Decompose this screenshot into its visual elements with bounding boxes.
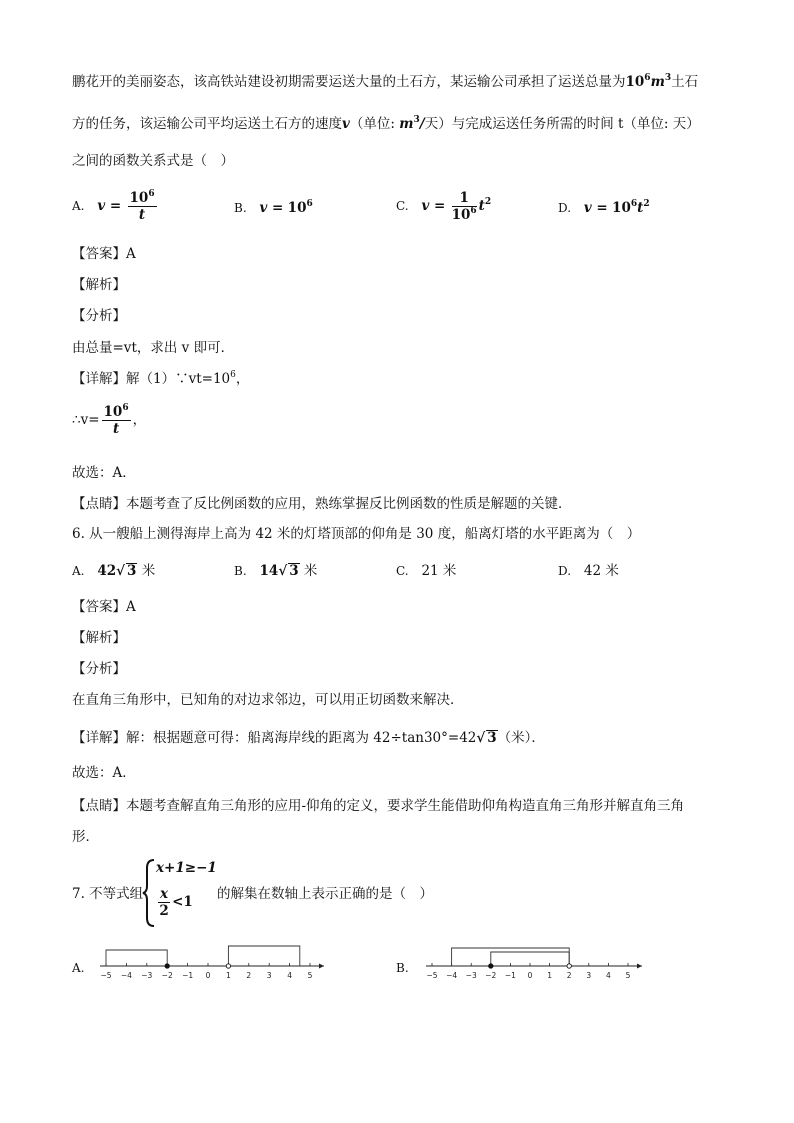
option-label: B. bbox=[234, 564, 247, 578]
q5-option-d[interactable] bbox=[558, 198, 650, 218]
fraction bbox=[128, 190, 157, 223]
axis-arrow-icon bbox=[319, 964, 324, 969]
q6-dianjing-cont: 形． bbox=[72, 829, 99, 845]
option-text: 21 米 bbox=[421, 563, 457, 579]
tick-label: −3 bbox=[141, 971, 153, 980]
q5-line2-b: （单位: bbox=[349, 116, 395, 132]
therefore-tail: ， bbox=[132, 412, 147, 428]
fraction bbox=[452, 190, 477, 223]
frac-num: x bbox=[160, 886, 169, 902]
q5-option-c[interactable] bbox=[396, 190, 491, 223]
closed-dot bbox=[489, 964, 493, 968]
option-coef: 14 bbox=[259, 563, 279, 579]
tick-label: −3 bbox=[465, 971, 477, 980]
q6-stem: 6. 从一艘船上测得海岸上高为 42 米的灯塔顶部的仰角是 30 度，船离灯塔的水平距离为（ ） bbox=[72, 526, 641, 542]
option-t-exp: 2 bbox=[484, 197, 492, 207]
q5-fenxi: 【分析】 bbox=[72, 308, 126, 324]
option-coef: 42 bbox=[97, 563, 117, 579]
q7-system bbox=[142, 858, 222, 928]
dianjing-text: 本题考查了反比例函数的应用，熟练掌握反比例函数的性质是解题的关键． bbox=[126, 496, 572, 512]
q5-fenxi-text: 由总量=vt，求出 v 即可． bbox=[72, 340, 235, 356]
q5-unit-exp: 3 bbox=[413, 115, 420, 125]
q5-unit-slash: / bbox=[419, 116, 425, 132]
q7-option-a-numberline[interactable] bbox=[94, 940, 334, 985]
q5-option-a[interactable] bbox=[72, 190, 159, 223]
xiangjie-tail: （米）． bbox=[497, 730, 545, 746]
option-lhs: v = bbox=[421, 198, 446, 214]
answer-tag: 【答案】 bbox=[72, 246, 126, 262]
frac-num: 10 bbox=[103, 404, 123, 420]
option-unit: 米 bbox=[303, 563, 318, 579]
option-rhs: 10 bbox=[612, 200, 631, 216]
ineq-1: x+1≥−1 bbox=[156, 860, 217, 876]
q5-line-1 bbox=[72, 72, 698, 92]
tick-label: 3 bbox=[586, 971, 592, 980]
answer-value: A bbox=[126, 599, 136, 615]
dianjing-text: 本题考查解直角三角形的应用-仰角的定义，要求学生能借助仰角构造直角三角形并解直角三角 bbox=[126, 798, 685, 814]
q7-option-a-label[interactable]: A. bbox=[72, 961, 85, 975]
q6-option-a[interactable]: A. 42√ 3 米 bbox=[72, 563, 156, 579]
q5-line2-a: 方的任务，该运输公司平均运送土石方的速度 bbox=[72, 116, 342, 132]
ineq-rel: <1 bbox=[172, 894, 193, 910]
option-label: D. bbox=[558, 564, 572, 578]
tick-label: −4 bbox=[120, 971, 132, 980]
frac-den: 2 bbox=[159, 903, 169, 919]
option-radicand: 3 bbox=[289, 563, 299, 579]
q5-therefore bbox=[72, 404, 146, 437]
q7-stem-post: 的解集在数轴上表示正确的是（ ） bbox=[217, 886, 433, 902]
option-label: A. bbox=[72, 199, 85, 213]
solution-ray bbox=[106, 950, 167, 966]
tick-label: −1 bbox=[182, 971, 194, 980]
tick-label: 1 bbox=[547, 971, 552, 980]
q5-line2-c: 天）与完成运送任务所需的时间 t（单位: 天） bbox=[424, 116, 700, 132]
option-label: B. bbox=[234, 201, 247, 215]
frac-num-exp: 6 bbox=[148, 189, 155, 199]
fraction bbox=[158, 886, 170, 919]
q6-fenxi: 【分析】 bbox=[72, 661, 126, 677]
ineq-2 bbox=[156, 886, 193, 919]
dianjing-tag: 【点睛】 bbox=[72, 798, 126, 814]
option-t: t bbox=[478, 198, 485, 214]
frac-den: 10 bbox=[451, 207, 471, 223]
option-label: C. bbox=[396, 564, 409, 578]
q6-fenxi-text: 在直角三角形中，已知角的对边求邻边，可以用正切函数来解决． bbox=[72, 692, 464, 708]
tick-label: 0 bbox=[527, 971, 533, 980]
q5-total-unit-exp: 3 bbox=[664, 73, 672, 83]
answer-tag: 【答案】 bbox=[72, 599, 126, 615]
q7-option-b-numberline[interactable] bbox=[420, 940, 650, 985]
option-radicand: 3 bbox=[127, 563, 137, 579]
q5-total-exp: 6 bbox=[644, 73, 651, 83]
q5-guxuan: 故选：A． bbox=[72, 465, 136, 481]
open-dot bbox=[226, 964, 230, 968]
solution-ray bbox=[228, 946, 299, 966]
option-rhs-exp: 6 bbox=[630, 199, 638, 209]
frac-den: t bbox=[138, 207, 146, 223]
q6-answer bbox=[72, 597, 136, 617]
tick-label: −2 bbox=[485, 971, 497, 980]
frac-den: t bbox=[112, 421, 120, 437]
q6-jiexi: 【解析】 bbox=[72, 630, 126, 646]
xiangjie-text: 解（1）∵vt=10 bbox=[126, 371, 231, 387]
brace-icon bbox=[142, 858, 156, 928]
q5-answer bbox=[72, 244, 136, 264]
q5-total-unit: m bbox=[650, 74, 665, 90]
tick-label: 4 bbox=[606, 971, 611, 980]
option-lhs: v = bbox=[97, 198, 122, 214]
q6-option-d[interactable] bbox=[558, 561, 619, 581]
q5-unit: m bbox=[399, 116, 414, 132]
option-text: 42 米 bbox=[583, 563, 619, 579]
tick-label: 2 bbox=[246, 971, 252, 980]
q5-dianjing bbox=[72, 494, 572, 514]
q5-option-b[interactable] bbox=[234, 198, 313, 218]
option-lhs: v = bbox=[583, 200, 608, 216]
option-lhs: v = bbox=[259, 200, 284, 216]
option-rhs-exp: 6 bbox=[306, 199, 313, 209]
q5-jiexi: 【解析】 bbox=[72, 277, 126, 293]
q6-xiangjie: 【详解】解：根据题意可得：船离海岸线的距离为 42÷tan30°=42√ 3（米）． bbox=[72, 730, 545, 746]
closed-dot bbox=[165, 964, 169, 968]
q7-stem-pre: 7. 不等式组 bbox=[72, 886, 144, 902]
q5-line1-text: 鹏花开的美丽姿态，该高铁站建设初期需要运送大量的土石方，某运输公司承担了运送总量为 bbox=[72, 74, 626, 90]
therefore-text: ∴v= bbox=[72, 412, 100, 428]
xiangjie-tag: 【详解】 bbox=[72, 371, 126, 387]
frac-num: 1 bbox=[452, 190, 477, 207]
tick-label: −5 bbox=[100, 971, 112, 980]
tick-label: 2 bbox=[566, 971, 572, 980]
fraction bbox=[102, 404, 131, 437]
q6-option-c[interactable] bbox=[396, 561, 456, 581]
option-label: A. bbox=[72, 564, 85, 578]
option-label: C. bbox=[396, 199, 409, 213]
xiangjie-exp: 6 bbox=[230, 370, 236, 380]
tick-label: 4 bbox=[287, 971, 292, 980]
q5-speed-var: v bbox=[342, 116, 350, 132]
option-rhs: 10 bbox=[287, 200, 307, 216]
option-unit: 米 bbox=[141, 563, 156, 579]
tick-label: 0 bbox=[205, 971, 211, 980]
frac-num-exp: 6 bbox=[122, 403, 129, 413]
frac-den-exp: 6 bbox=[470, 206, 477, 216]
tick-label: −2 bbox=[161, 971, 173, 980]
option-t-exp: 2 bbox=[643, 199, 650, 209]
tick-label: 3 bbox=[266, 971, 272, 980]
q5-line-2 bbox=[72, 114, 700, 134]
tick-label: 1 bbox=[226, 971, 231, 980]
q6-option-b[interactable]: B. 14√ 3 米 bbox=[234, 563, 318, 579]
tick-label: −4 bbox=[446, 971, 458, 980]
xiangjie-tag: 【详解】 bbox=[72, 730, 126, 746]
axis-arrow-icon bbox=[637, 964, 642, 969]
q5-line1-tail: 土石 bbox=[671, 74, 699, 90]
answer-value: A bbox=[126, 246, 136, 262]
q6-guxuan: 故选：A． bbox=[72, 765, 136, 781]
tick-label: 5 bbox=[307, 971, 313, 980]
q6-dianjing bbox=[72, 796, 684, 816]
option-label: D. bbox=[558, 201, 572, 215]
frac-num: 10 bbox=[129, 190, 149, 206]
xiangjie-tail: ， bbox=[235, 371, 250, 387]
q7-option-b-label[interactable]: B. bbox=[396, 961, 409, 975]
tick-label: −5 bbox=[426, 971, 438, 980]
q5-total-base: 10 bbox=[625, 74, 645, 90]
open-dot bbox=[567, 964, 571, 968]
dianjing-tag: 【点睛】 bbox=[72, 496, 126, 512]
option-t: t bbox=[637, 200, 644, 216]
q5-line-3: 之间的函数关系式是（ ） bbox=[72, 153, 234, 169]
xiangjie-text: 解：根据题意可得：船离海岸线的距离为 42÷tan30°=42 bbox=[126, 730, 477, 746]
q5-xiangjie bbox=[72, 369, 249, 389]
tick-label: 5 bbox=[625, 971, 631, 980]
xiangjie-radicand: 3 bbox=[487, 730, 497, 746]
tick-label: −1 bbox=[504, 971, 516, 980]
